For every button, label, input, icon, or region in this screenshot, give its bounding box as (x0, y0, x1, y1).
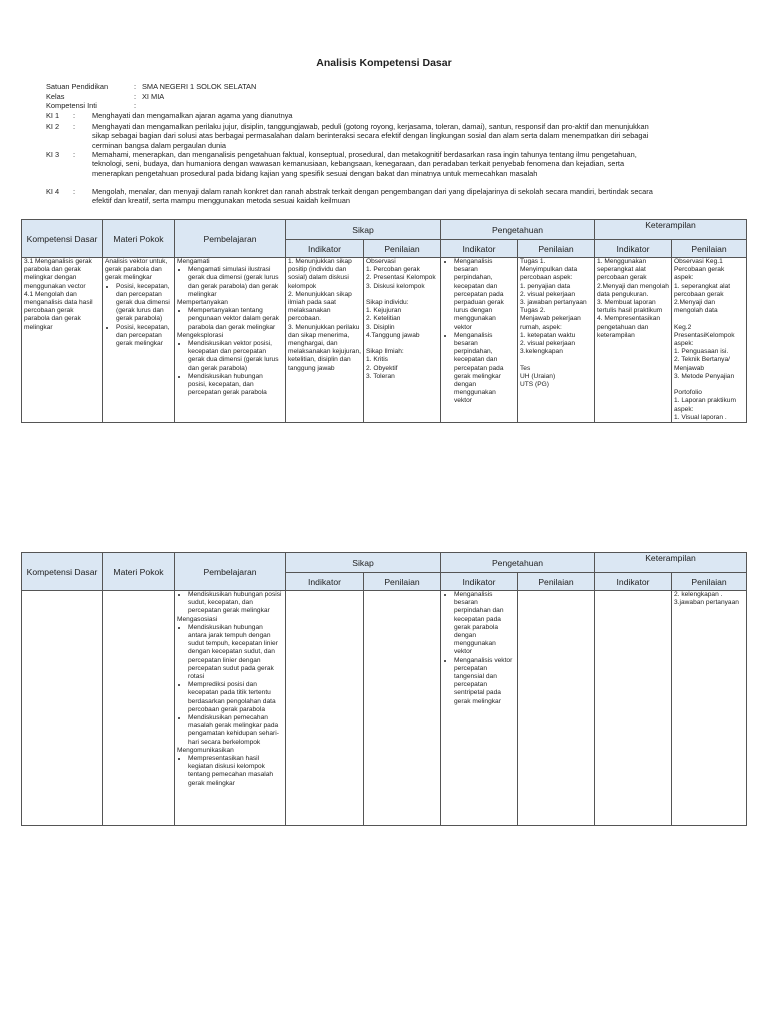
ki-item-4 (46, 187, 666, 206)
meta-row-satuan (46, 82, 256, 92)
pemb-item: • Mempresentasikan hasil kegiatan diskusi kelompok tentang pemecahan masalah gerak melingkar (188, 755, 283, 788)
peng-penilaian-item: 2. visual pekerjaan (520, 290, 575, 298)
ket-penilaian-item: Portofolio (674, 389, 702, 397)
sikap-penilaian-item: 3. Diskusi kelompok (366, 282, 425, 290)
kd-item: 3.1 Menganalisis gerak parabola dan gerak melingkar dengan menggunakan vector (24, 258, 92, 290)
sikap-penilaian-item: 1. Kejujuran (366, 307, 402, 315)
sikap-indikator-item: 2. Menunjukkan sikap ilmiah pada saat melaksanakan percobaan. (288, 290, 352, 323)
sikap-indikator-item: 3. Menunjukkan perilaku dan sikap menerima, menghargai, dan melaksanakan kejujuran, ketelitian, disiplin dan tanggung jawab (288, 323, 361, 372)
pemb-item: • Mendiskusikan hubungan posisi, kecepatan, dan percepatan gerak parabola (188, 373, 283, 398)
ket-penilaian-item: 1. Visual laporan . (674, 413, 727, 421)
ket-indikator-item: 2.Menyaji dan mengolah data pengukuran. (597, 282, 669, 298)
sikap-penilaian-item: 3. Disiplin (366, 323, 395, 331)
materi-item: • Posisi, kecepatan, dan percepatan gerak dua dimensi (gerak lurus dan gerak parabola) (116, 283, 172, 324)
peng-penilaian-item: 1. ketepatan waktu (520, 331, 576, 339)
ki-code: KI 3 (46, 150, 60, 159)
header-sikap: Sikap (286, 220, 441, 240)
cell-sikap-penilaian (364, 258, 441, 423)
materi-item: • Posisi, kecepatan, dan percepatan gerak melingkar (116, 324, 172, 349)
ket-indikator-item: 4. Mempresentasikan pengetahuan dan keterampilan (597, 315, 661, 339)
kd-item: 4.1 Mengolah dan menganalisis data hasil percobaan gerak parabola dan gerak melingkar (24, 290, 93, 331)
sikap-penilaian-item: 1. Percoban gerak (366, 266, 420, 274)
pemb-heading: Mengeksplorasi (177, 331, 224, 339)
header-pengetahuan-indikator: Indikator (441, 573, 518, 591)
header-pembelajaran: Pembelajaran (175, 220, 286, 258)
ki-item-2 (46, 122, 666, 150)
pemb-item: • Mendiskusikan hubungan antara jarak tempuh dengan sudut tempuh, kecepatan linier dengan kecepatan sudut, dan percepatan linier dengan percepatan sudut pada gerak rotasi (188, 624, 283, 681)
ket-penilaian-item: 1. Penguasaan isi. (674, 348, 729, 356)
pemb-item: • Memprediksi posisi dan kecepatan pada titik tertentu berdasarkan pengolahan data percobaan gerak parabola (188, 681, 283, 714)
table-row (22, 591, 747, 826)
peng-indikator-item: • Menganalisis besaran perpindahan, kecepatan dan percepatan pada perpaduan gerak lurus dengan menggunakan vektor (454, 258, 515, 332)
peng-penilaian-item: 2. visual pekerjaan (520, 340, 575, 348)
header-pengetahuan: Pengetahuan (441, 553, 595, 573)
meta-row-kelas (46, 92, 256, 102)
cell-sikap-indikator (286, 258, 364, 423)
ki-colon: : (73, 150, 76, 159)
sikap-indikator-item: 1. Menunjukkan sikap positip (individu dan sosial) dalam diskusi kelompok (288, 258, 352, 290)
meta-colon: : (134, 82, 137, 91)
peng-penilaian-item: Menyimpulkan data percobaan aspek: (520, 266, 578, 282)
analysis-table-1 (21, 219, 747, 423)
sikap-penilaian-heading: Observasi (366, 258, 396, 265)
pemb-heading: Mengamati (177, 258, 210, 265)
cell-pengetahuan-penilaian (518, 591, 595, 826)
sikap-penilaian-item: 2. Ketelitian (366, 315, 401, 323)
header-sikap-indikator: Indikator (286, 573, 364, 591)
ket-penilaian-item: 1. seperangkat alat percobaan gerak (674, 282, 731, 298)
peng-penilaian-item: 3.kelengkapan (520, 348, 563, 356)
peng-penilaian-item: Tugas 1. (520, 258, 546, 265)
cell-kompetensi-dasar (22, 591, 103, 826)
ki-text: Menghayati dan mengamalkan perilaku jujur, disiplin, tanggungjawab, peduli (gotong royong, kerjasama, toleran, damai), santun, responsif dan pro-aktif dan menunjukkan sikap sebagai bagian dari solusi atas berbagai permasalahan dalam berinteraksi secara efektif dengan lingkungan sosial dan alam serta dalam menempatkan diri sebagai cerminan bangsa dalam pergaulan dunia (92, 122, 649, 150)
sikap-penilaian-item: 4.Tanggung jawab (366, 331, 420, 339)
ket-penilaian-item: Observasi Keg.1 (674, 258, 723, 265)
peng-penilaian-item: 1. penyajian data (520, 282, 571, 290)
header-keterampilan-indikator: Indikator (595, 573, 672, 591)
peng-indikator-item: • Menganalisis vektor percepatan tangensial dan percepatan sentripetal pada gerak melingkar (454, 657, 515, 706)
ket-penilaian-item: 2.Menyaji dan mengolah data (674, 299, 718, 315)
peng-indikator-item: • Menganalisis besaran perpindahan dan kecepatan pada gerak parabola dengan menggunakan vektor (454, 591, 515, 657)
sikap-penilaian-heading: Sikap individu: (366, 299, 409, 307)
header-materi-pokok: Materi Pokok (103, 553, 175, 591)
header-sikap-indikator: Indikator (286, 240, 364, 258)
ket-penilaian-item: Keg.2 (674, 323, 692, 331)
page-title: Analisis Kompetensi Dasar (316, 57, 452, 69)
ket-penilaian-item: 1. Laporan praktikum aspek: (674, 397, 736, 413)
cell-keterampilan-indikator (595, 591, 672, 826)
cell-sikap-penilaian (364, 591, 441, 826)
cell-keterampilan-penilaian (672, 591, 747, 826)
ki-item-1 (46, 111, 666, 120)
cell-keterampilan-penilaian (672, 258, 747, 423)
ki-colon: : (73, 187, 76, 196)
identity-block (46, 82, 256, 111)
ket-indikator-item: 3. Membuat laporan tertulis hasil praktikum (597, 299, 663, 315)
sikap-penilaian-item: 3. Toleran (366, 372, 395, 380)
meta-value: XI MIA (142, 91, 165, 101)
sikap-penilaian-item: 2. Presentasi Kelompok (366, 274, 436, 282)
cell-pembelajaran (175, 258, 286, 423)
cell-pengetahuan-penilaian (518, 258, 595, 423)
ki-code: KI 2 (46, 122, 60, 131)
pemb-heading: Mengasosiasi (177, 615, 218, 623)
ki-code: KI 4 (46, 187, 60, 196)
header-sikap: Sikap (286, 553, 441, 573)
header-keterampilan-indikator: Indikator (595, 240, 672, 258)
peng-penilaian-item: Tugas 2. (520, 307, 546, 315)
peng-penilaian-item: Tes (520, 364, 531, 372)
header-pengetahuan-indikator: Indikator (441, 240, 518, 258)
ket-penilaian-item: 3. Metode Penyajian (674, 372, 735, 380)
ket-indikator-item: 1. Menggunakan seperangkat alat percobaan gerak (597, 258, 647, 282)
pemb-item: • Mengamati simulasi ilustrasi gerak dua dimensi (gerak lurus dan gerak parabola) dan gerak melingkar (188, 266, 283, 299)
peng-penilaian-item: Menjawab pekerjaan rumah, aspek: (520, 315, 581, 331)
peng-indikator-item: • Menganalisis besaran perpindahan, kecepatan dan percepatan pada gerak melingkar dengan menggunakan vektor (454, 332, 515, 406)
sikap-penilaian-heading: Sikap Ilmiah: (366, 348, 404, 356)
pemb-item: • Mendiskusikan hubungan posisi sudut, kecepatan, dan percepatan gerak melingkar (188, 591, 283, 616)
header-materi-pokok: Materi Pokok (103, 220, 175, 258)
meta-key: Satuan Pendidikan (46, 82, 109, 91)
peng-penilaian-item: 3. jawaban pertanyaan (520, 299, 587, 307)
analysis-table-2 (21, 552, 747, 826)
ket-penilaian-item: 2. Teknik Bertanya/ Menjawab (674, 356, 730, 372)
meta-key: Kelas (46, 91, 65, 101)
meta-colon: : (134, 91, 137, 101)
ket-penilaian-item: Percobaan gerak aspek: (674, 266, 725, 282)
ki-code: KI 1 (46, 111, 60, 120)
sikap-penilaian-item: 1. Kritis (366, 356, 388, 364)
table-row (22, 258, 747, 423)
header-pembelajaran: Pembelajaran (175, 553, 286, 591)
sikap-penilaian-item: 2. Obyektif (366, 364, 398, 372)
cell-pengetahuan-indikator (441, 591, 518, 826)
ket-penilaian-item: 3.jawaban pertanyaan (674, 599, 739, 607)
cell-keterampilan-indikator (595, 258, 672, 423)
header-kompetensi-dasar: Kompetensi Dasar (22, 553, 103, 591)
ki-text: Memahami, menerapkan, dan menganalisis pengetahuan faktual, konseptual, prosedural, dan metakognitif berdasarkan rasa ingin tahunya tentang ilmu pengetahuan, teknologi, seni, budaya, dan humaniora dengan wawasan kemanusiaan, kebangsaan, kenegaraan, dan peradaban terkait penyebab fenomena dan kejadian, serta menerapkan pengetahuan prosedural pada bidang kajian yang spesifik sesuai dengan bakat dan minatnya untuk memecahkan masalah (92, 150, 637, 178)
ket-penilaian-item: 2. kelengkapan . (674, 591, 723, 598)
pemb-item: • Mendiskusikan pemecahan masalah gerak melingkar pada pengamatan kehidupan sehari-hari secara berkelompok (188, 714, 283, 747)
header-kompetensi-dasar: Kompetensi Dasar (22, 220, 103, 258)
ki-text: Menghayati dan mengamalkan ajaran agama yang dianutnya (92, 111, 293, 120)
header-pengetahuan: Pengetahuan (441, 220, 595, 240)
header-pengetahuan-penilaian: Penilaian (518, 573, 595, 591)
peng-penilaian-item: UH (Uraian) (520, 372, 556, 380)
cell-materi-pokok (103, 591, 175, 826)
cell-pembelajaran (175, 591, 286, 826)
meta-value: SMA NEGERI 1 SOLOK SELATAN (142, 82, 257, 91)
meta-key: Kompetensi Inti (46, 101, 97, 111)
pemb-item: • Mendiskusikan vektor posisi, kecepatan dan percepatan gerak dua dimensi (gerak lurus dan gerak parabola) (188, 340, 283, 373)
pemb-heading: Mengomunikasikan (177, 746, 234, 754)
header-keterampilan: Keterampilan (595, 553, 747, 573)
pemb-item: • Mempertanyakan tentang pengunaan vektor dalam gerak parabola dan gerak melingkar (188, 307, 283, 332)
cell-sikap-indikator (286, 591, 364, 826)
materi-intro: Analisis vektor untuk, gerak parabola dan gerak melingkar (105, 258, 168, 282)
header-sikap-penilaian: Penilaian (364, 240, 441, 258)
cell-pengetahuan-indikator (441, 258, 518, 423)
peng-penilaian-item: UTS (PG) (520, 381, 549, 389)
ki-item-3 (46, 150, 666, 178)
header-keterampilan-penilaian: Penilaian (672, 240, 747, 258)
pemb-heading: Mempertanyakan (177, 299, 228, 307)
ket-penilaian-item: PresentasiKelompok aspek: (674, 331, 735, 348)
ki-colon: : (73, 111, 76, 120)
header-sikap-penilaian: Penilaian (364, 573, 441, 591)
meta-row-ki (46, 101, 256, 111)
cell-materi-pokok (103, 258, 175, 423)
cell-kompetensi-dasar (22, 258, 103, 423)
ki-colon: : (73, 122, 76, 131)
header-keterampilan: Keterampilan (595, 220, 747, 240)
meta-colon: : (134, 101, 137, 111)
header-keterampilan-penilaian: Penilaian (672, 573, 747, 591)
header-pengetahuan-penilaian: Penilaian (518, 240, 595, 258)
ki-text: Mengolah, menalar, dan menyaji dalam ranah konkret dan ranah abstrak terkait dengan pengembangan dari yang dipelajarinya di sekolah secara mandiri, bertindak secara efektif dan kreatif, serta mampu menggunakan metoda sesuai kaidah keilmuan (92, 187, 653, 206)
